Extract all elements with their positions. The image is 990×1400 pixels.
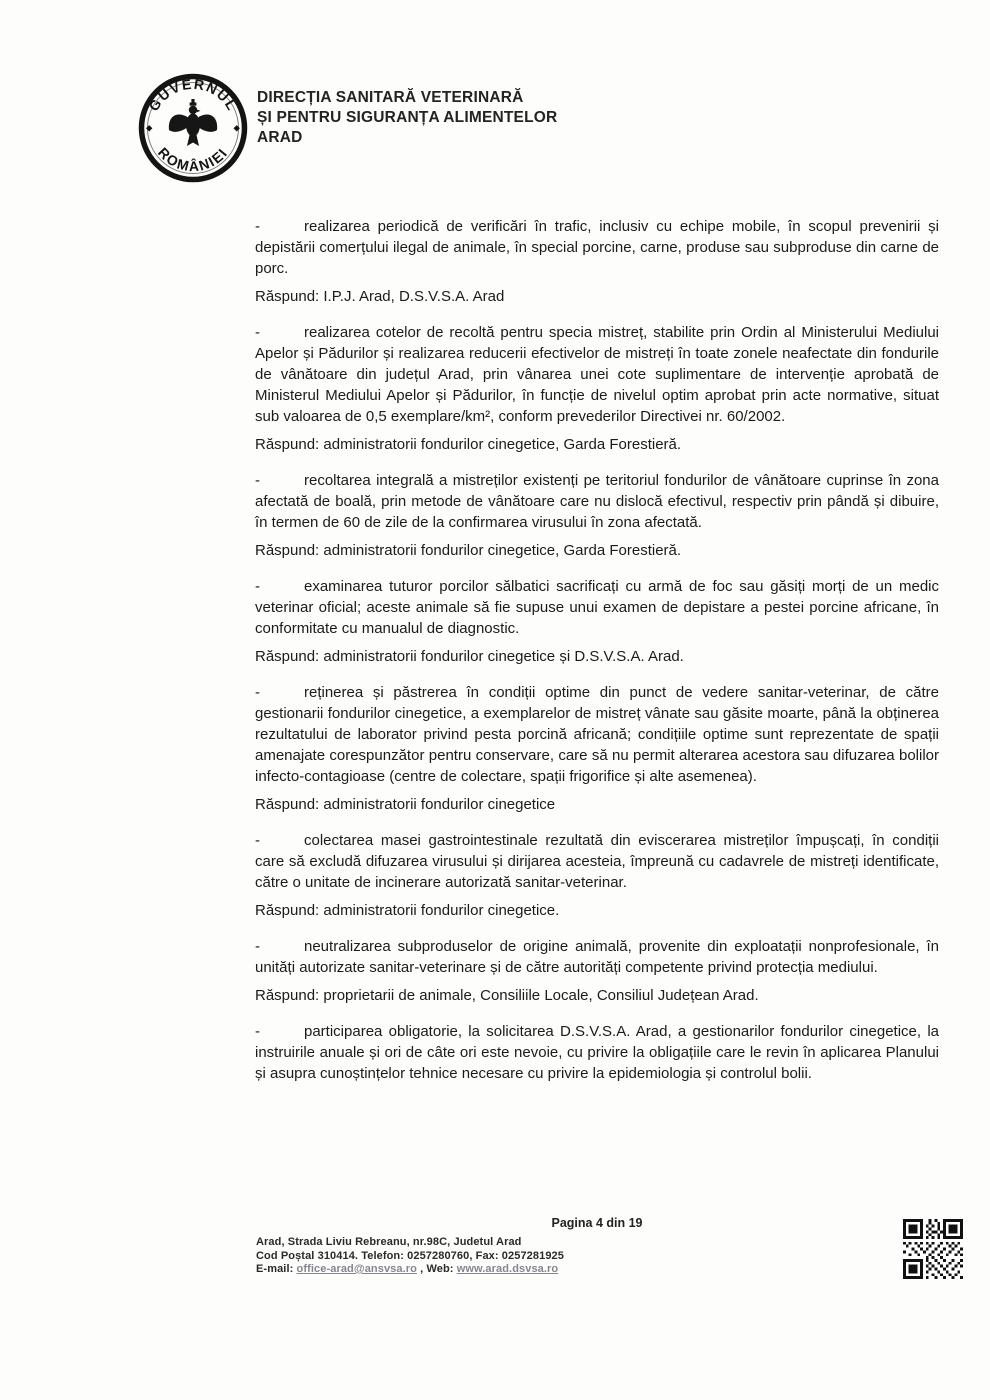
bullet-paragraph — [255, 1021, 939, 1084]
address-line-3 — [256, 1263, 564, 1277]
bullet-paragraph — [255, 682, 939, 787]
bullet-dash: - — [255, 1023, 260, 1040]
page-number: Pagina 4 din 19 — [551, 1216, 643, 1230]
bullet-paragraph — [255, 216, 939, 279]
paragraph-text: participarea obligatorie, la solicitarea D.S.V.S.A. Arad, a gestionarilor fondurilor cinegetice, la instruirile anuale și ori de câte ori este nevoie, cu privire la obligațiile care le revin în aplicarea Planului și asupra cunoștințelor tehnice necesare cu privire la epidemiologia și controlul bolii. — [255, 1023, 939, 1082]
email-link[interactable]: office-arad@ansvsa.ro — [296, 1263, 417, 1275]
bullet-dash: - — [255, 218, 260, 235]
email-label: E-mail: — [256, 1263, 294, 1275]
paragraph-text: realizarea periodică de verificări în trafic, inclusiv cu echipe mobile, în scopul prevenirii și depistării comerțului ilegal de animale, în special porcine, carne, produse sau subproduse din carne de porc. — [255, 218, 939, 277]
raspund-line: Răspund: I.P.J. Arad, D.S.V.S.A. Arad — [255, 288, 505, 305]
bullet-dash: - — [255, 938, 260, 955]
bullet-dash: - — [255, 472, 260, 489]
web-label: Web: — [426, 1263, 454, 1275]
bullet-dash: - — [255, 324, 260, 341]
bullet-paragraph — [255, 936, 939, 978]
paragraph-text: recoltarea integrală a mistreților existenți pe teritoriul fondurilor de vânătoare cuprinse în zona afectată de boală, prin metode de vânătoare care nu dislocă efectivul, respectiv prin pândă și dibuire, în termen de 60 de zile de la confirmarea virusului în zona afectată. — [255, 472, 939, 531]
raspund-line: Răspund: administratorii fondurilor cinegetice, Garda Forestieră. — [255, 436, 682, 453]
bullet-dash: - — [255, 684, 260, 701]
address-line-1: Arad, Strada Liviu Rebreanu, nr.98C, Judetul Arad — [256, 1236, 522, 1248]
raspund-line: Răspund: proprietarii de animale, Consiliile Locale, Consiliul Județean Arad. — [255, 987, 759, 1004]
eagle-emblem-icon — [169, 99, 217, 146]
address-line-2: Cod Poștal 310414. Telefon: 0257280760, Fax: 0257281925 — [256, 1249, 564, 1262]
paragraph-text: examinarea tuturor porcilor sălbatici sacrificați cu armă de foc sau găsiți morți de un medic veterinar oficial; aceste animale să fie supuse unui examen de depistare a pestei porcine africane, în conformitate cu manualul de diagnostic. — [255, 578, 939, 637]
seal-text-bottom: ROMÂNIEI — [154, 144, 232, 175]
organization-title — [257, 72, 557, 148]
paragraph-text: realizarea cotelor de recoltă pentru specia mistreț, stabilite prin Ordin al Ministerului Mediului Apelor și Pădurilor și realizarea reducerii efectivelor de mistreți în toate zonele neafectate din fondurile de vânătoare din județul Arad, prin vânarea unei cote suplimentare de intervenție aprobată de Ministerul Mediului Apelor și Pădurilor, în funcție de nivelul optim aprobat prin acte normative, situat sub valoarea de 0,5 exemplare/km², conform prevederilor Directivei nr. 60/2002. — [255, 324, 939, 425]
org-line-1: DIRECȚIA SANITARĂ VETERINARĂ — [257, 89, 524, 106]
bullet-paragraph — [255, 322, 939, 427]
government-seal-icon — [138, 72, 248, 184]
bullet-dash: - — [255, 578, 260, 595]
web-link[interactable]: www.arad.dsvsa.ro — [456, 1263, 559, 1275]
document-header — [138, 72, 557, 184]
qr-code — [903, 1219, 963, 1279]
paragraph-text: neutralizarea subproduselor de origine animală, provenite din exploatații nonprofesionale, în unități autorizate sanitar-veterinare și de către autorități competente privind protecția mediului. — [255, 938, 939, 976]
paragraph-text: colectarea masei gastrointestinale rezultată din eviscerarea mistreților împușcați, în condiții care să excludă difuzarea virusului și dirijarea acesteia, împreună cu cadavrele de mistreți identificate, către o unitate de incinerare autorizată sanitar-veterinar. — [255, 832, 939, 891]
org-line-2: ȘI PENTRU SIGURANȚA ALIMENTELOR — [257, 109, 558, 126]
separator: , — [416, 1263, 427, 1275]
raspund-line: Răspund: administratorii fondurilor cinegetice și D.S.V.S.A. Arad. — [255, 648, 684, 665]
bullet-paragraph — [255, 470, 939, 533]
footer-address — [256, 1236, 564, 1277]
bullet-paragraph — [255, 576, 939, 639]
raspund-line: Răspund: administratorii fondurilor cinegetice. — [255, 902, 560, 919]
paragraph-text: reținerea și păstrerea în condiții optime din punct de vedere sanitar-veterinar, de către gestionarii fondurilor cinegetice, a exemplarelor de mistreț vânate sau găsite moarte, până la obținerea rezultatului de laborator privind pesta porcină africană; condițiile optime sunt reprezentate de spații amenajate corespunzător pentru conservare, care să nu permit alterarea acestora sau difuzarea bolilor infecto-contagioase (centre de colectare, spații frigorifice și alte asemenea). — [255, 684, 939, 785]
bullet-dash: - — [255, 832, 260, 849]
raspund-line: Răspund: administratorii fondurilor cinegetice, Garda Forestieră. — [255, 542, 682, 559]
document-body — [255, 216, 939, 1091]
raspund-line: Răspund: administratorii fondurilor cinegetice — [255, 796, 556, 813]
seal-text-top: GUVERNUL — [145, 75, 241, 114]
org-line-3: ARAD — [257, 129, 303, 146]
bullet-paragraph — [255, 830, 939, 893]
